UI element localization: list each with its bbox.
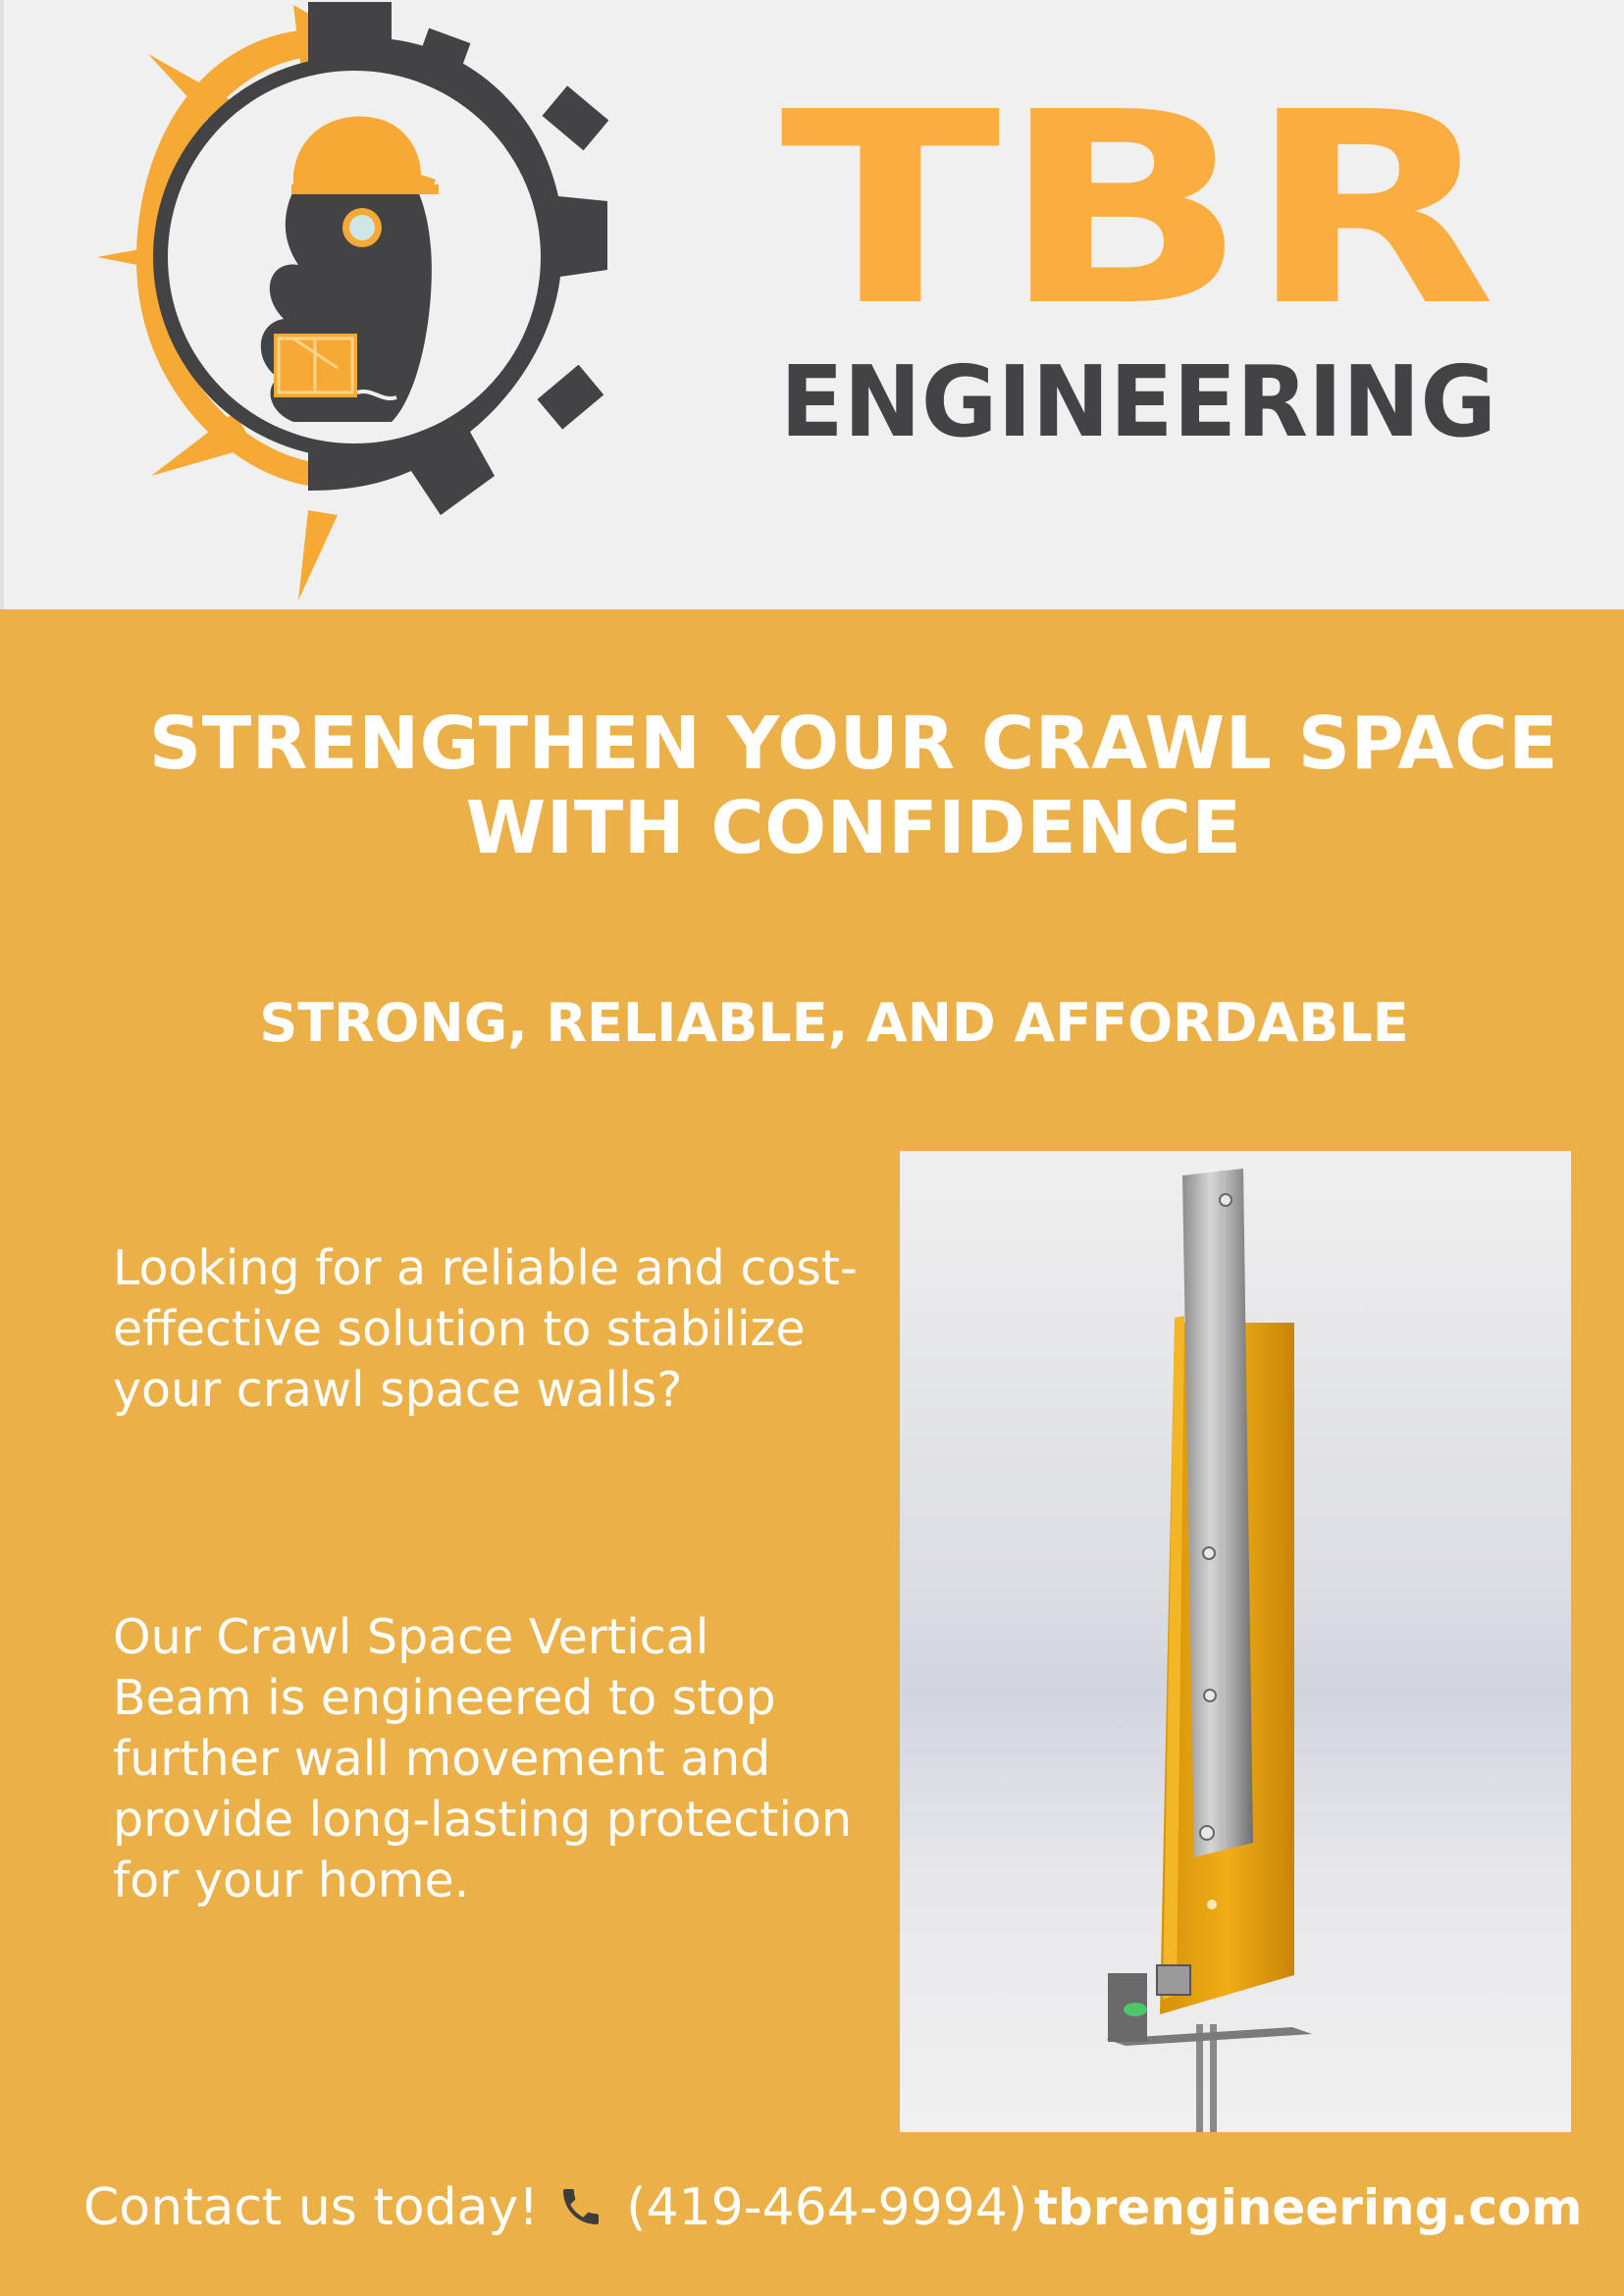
headline-line-2: WITH CONFIDENCE bbox=[465, 786, 1242, 870]
product-paragraph: Our Crawl Space Vertical Beam is engineered to stop further wall movement and provide long-lasting protection for your home. bbox=[113, 1609, 853, 1908]
brand-header bbox=[0, 0, 1624, 609]
tbr-wordmark bbox=[777, 80, 1503, 453]
product-image bbox=[900, 1151, 1571, 2132]
contact-prefix: Contact us today! bbox=[83, 2178, 540, 2237]
phone-icon bbox=[557, 2183, 604, 2230]
subheadline: STRONG, RELIABLE, AND AFFORDABLE bbox=[259, 992, 1409, 1054]
phone-number[interactable]: (419-464-9994) bbox=[626, 2178, 1028, 2237]
contact-line bbox=[83, 2173, 1027, 2242]
website-link[interactable]: tbrengineering.com bbox=[1034, 2179, 1583, 2236]
logo-main-text: TBR bbox=[780, 80, 1496, 364]
vertical-beam-render bbox=[900, 1151, 1571, 2132]
headline bbox=[137, 702, 1570, 870]
intro-paragraph: Looking for a reliable and cost-effective solution to stabilize your crawl space walls? bbox=[113, 1240, 858, 1418]
tbr-logo-mark bbox=[97, 0, 725, 608]
headline-line-1: STRENGTHEN YOUR CRAWL SPACE bbox=[148, 702, 1559, 786]
footer bbox=[0, 2173, 1624, 2252]
logo-sub-text: ENGINEERING bbox=[780, 344, 1496, 453]
